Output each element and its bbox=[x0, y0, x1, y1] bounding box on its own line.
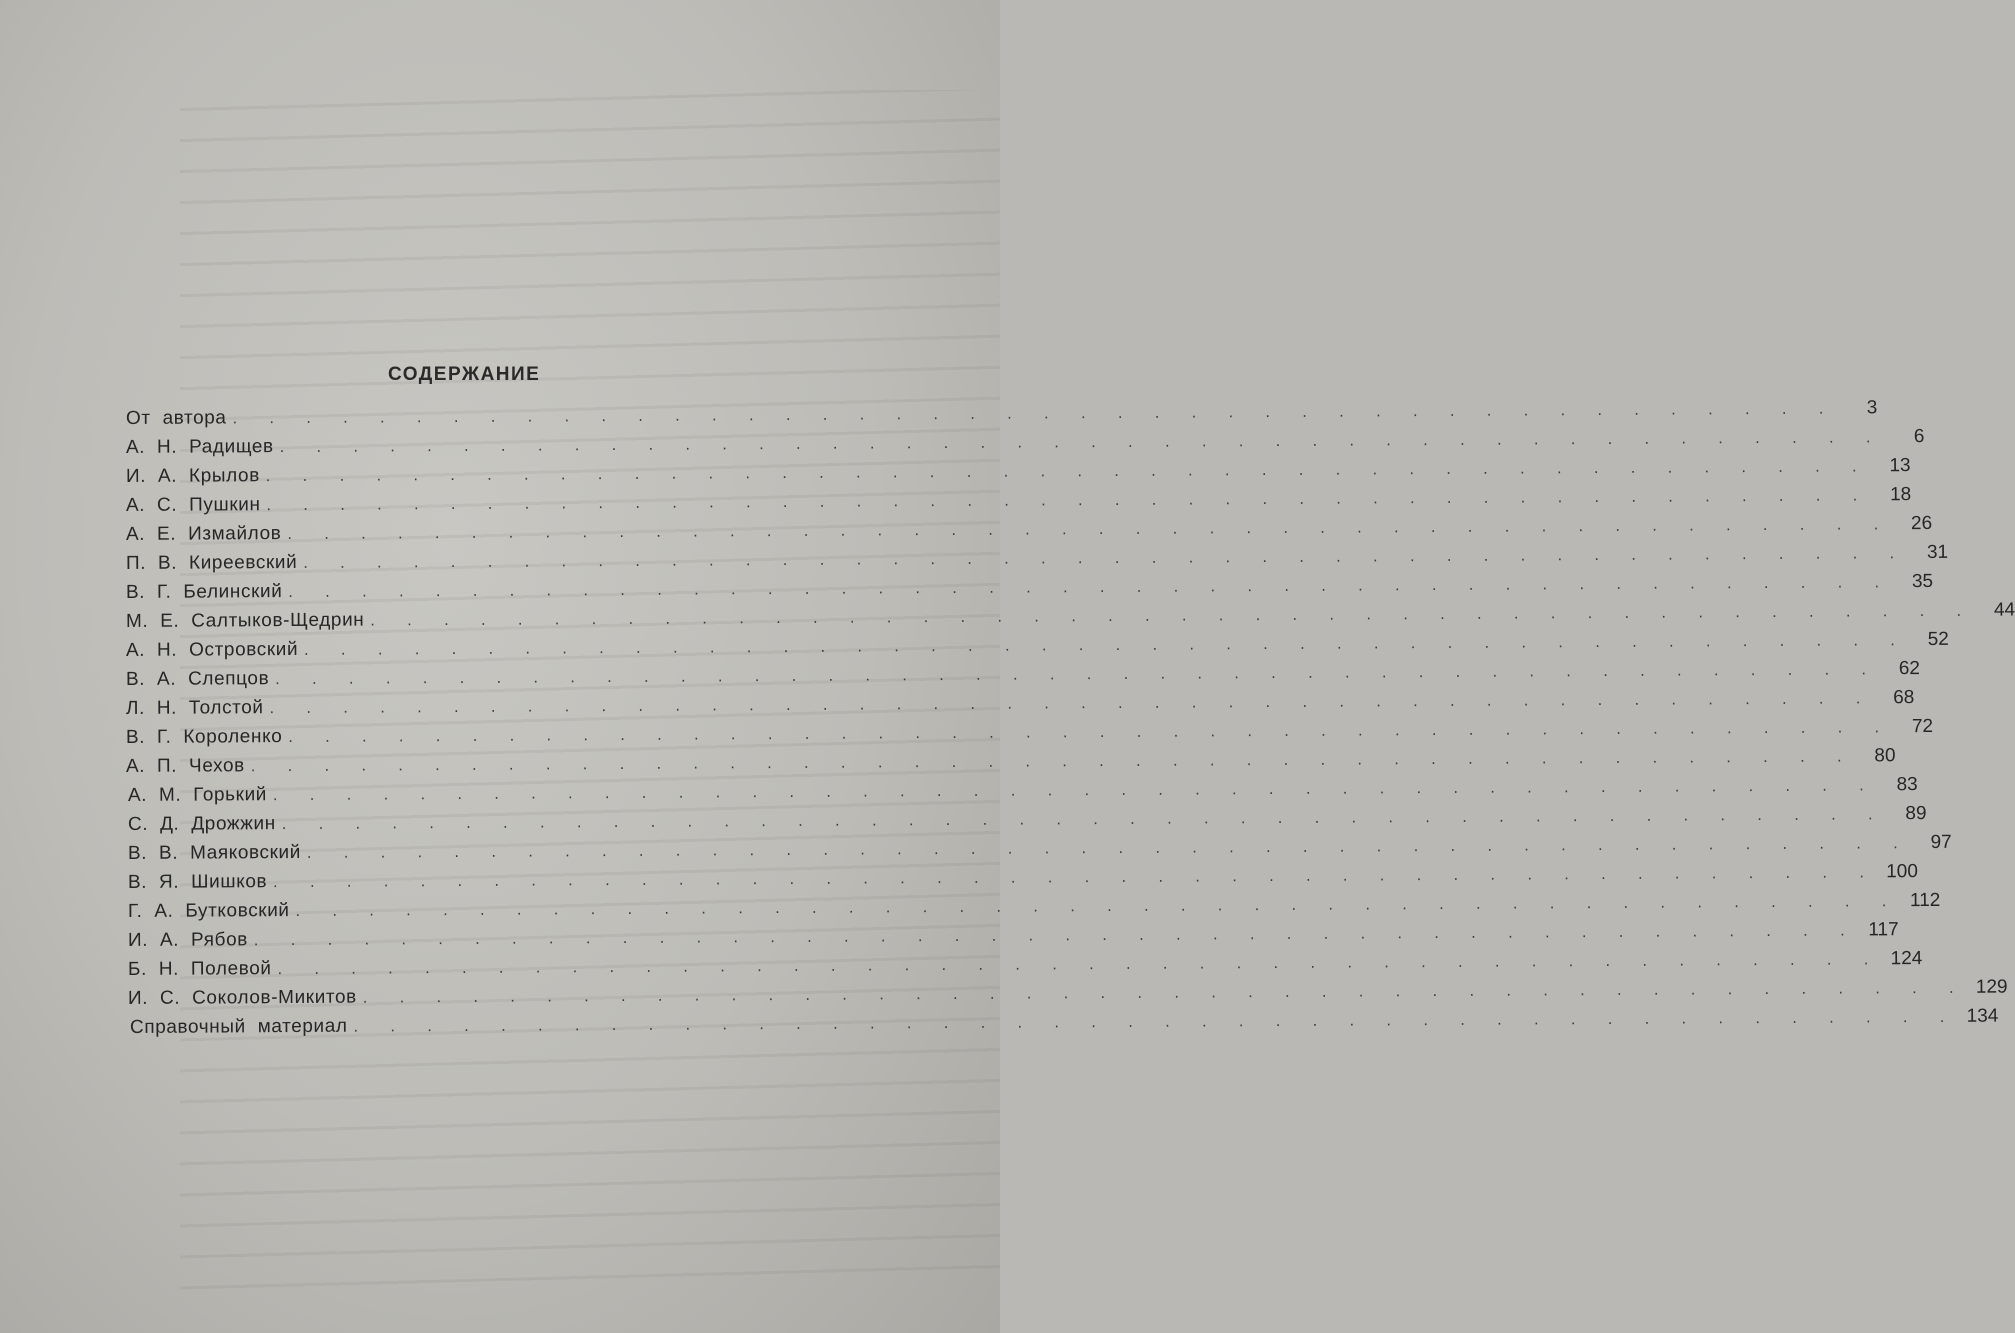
toc-entry bbox=[127, 948, 1923, 987]
dot-leader: . . . . . . . . . . . . . . . . . . . . . . . . . . . . . . . . . . . . . . . . . . . . bbox=[370, 602, 1976, 630]
toc-entry-page: 89 bbox=[1905, 803, 1927, 825]
toc-entry bbox=[127, 889, 1941, 929]
toc-entry-page: 83 bbox=[1896, 774, 1918, 796]
toc-entry bbox=[125, 455, 1911, 494]
dot-leader: . . . . . . . . . . . . . . . . . . . . . . . . . . . . . . . . . . . . . . . . . . . . bbox=[272, 777, 1878, 805]
toc-entry-page: 18 bbox=[1890, 484, 1912, 506]
dot-leader: . . . . . . . . . . . . . . . . . . . . . . . . . . . . . . . . . . . . . . . . . . . . bbox=[279, 429, 1885, 457]
dot-leader: . . . . . . . . . . . . . . . . . . . . . . . . . . . . . . . . . . . . . . . . . . . . bbox=[253, 922, 1859, 950]
toc-entry-name: А. М. Горький bbox=[127, 784, 268, 806]
toc-entry-page: 6 bbox=[1913, 426, 1925, 448]
toc-entry-page: 3 bbox=[1866, 397, 1878, 419]
toc-entry-name: В. А. Слепцов bbox=[125, 668, 270, 690]
dot-leader: . . . . . . . . . . . . . . . . . . . . . . . . . . . . . . . . . . . . . . . . . . . . bbox=[250, 748, 1856, 776]
toc-entry-page: 80 bbox=[1874, 745, 1896, 767]
dot-leader: . . . . . . . . . . . . . . . . . . . . . . . . . . . . . . . . . . . . . . . . . . . . bbox=[269, 690, 1875, 718]
dot-leader: . . . . . . . . . . . . . . . . . . . . . . . . . . . . . . . . . . . . . . . . . . . . bbox=[275, 661, 1881, 689]
toc-entry-page: 134 bbox=[1966, 1005, 1999, 1027]
toc-entry-page: 68 bbox=[1893, 687, 1915, 709]
toc-entry-page: 31 bbox=[1926, 541, 1949, 563]
dot-leader: . . . . . . . . . . . . . . . . . . . . . . . . . . . . . . . . . . . . . . . . . . . . bbox=[306, 835, 1912, 862]
toc-entry bbox=[127, 861, 1918, 900]
toc-entry-name: Л. Н. Толстой bbox=[125, 697, 264, 719]
toc-entry-name: А. Е. Измайлов bbox=[125, 523, 282, 545]
page-title: СОДЕРЖАНИЕ bbox=[388, 364, 541, 385]
dot-leader: . . . . . . . . . . . . . . . . . . . . . . . . . . . . . . . . . . . . . . . . . . . . bbox=[281, 806, 1887, 834]
toc-entry-name: Б. Н. Полевой bbox=[127, 958, 272, 980]
toc-entry-name: В. Г. Белинский bbox=[125, 581, 283, 603]
toc-entry-name: В. Я. Шишков bbox=[127, 871, 268, 893]
toc-entry-page: 97 bbox=[1930, 831, 1952, 853]
toc-entry-name: А. Н. Радищев bbox=[125, 436, 274, 458]
toc-entry-name: Справочный материал bbox=[129, 1015, 348, 1038]
toc-entry-name: От автора bbox=[125, 407, 227, 429]
toc-entry-name: П. В. Киреевский bbox=[125, 551, 298, 574]
toc-entry-page: 44 bbox=[1993, 599, 2015, 621]
dot-leader: . . . . . . . . . . . . . . . . . . . . . . . . . . . . . . . . . . . . . . . . . . . . bbox=[277, 951, 1883, 979]
toc-entry-page: 26 bbox=[1910, 512, 1933, 535]
toc-entry bbox=[125, 397, 1878, 436]
toc-entry bbox=[125, 715, 1934, 755]
toc-entry-name: М. Е. Салтыков-Щедрин bbox=[125, 609, 365, 632]
dot-leader: . . . . . . . . . . . . . . . . . . . . . . . . . . . . . . . . . . . . . . . . . . . . bbox=[362, 979, 1968, 1007]
toc-entry bbox=[127, 774, 1918, 813]
dot-leader: . . . . . . . . . . . . . . . . . . . . . . . . . . . . . . . . . . . . . . . . . . . . bbox=[232, 400, 1838, 428]
toc-entry-name: И. А. Рябов bbox=[127, 929, 248, 951]
toc-entry-page: 35 bbox=[1911, 570, 1934, 593]
toc-entry-name: А. С. Пушкин bbox=[125, 494, 261, 516]
toc-entry-name: Г. А. Бутковский bbox=[127, 900, 290, 922]
toc-entry-page: 100 bbox=[1886, 861, 1918, 883]
toc-entry bbox=[125, 628, 1949, 668]
dot-leader: . . . . . . . . . . . . . . . . . . . . . . . . . . . . . . . . . . . . . . . . . . . . bbox=[353, 1008, 1959, 1036]
toc-entry-page: 124 bbox=[1890, 948, 1923, 970]
toc-entry-page: 52 bbox=[1927, 628, 1949, 650]
toc-entry bbox=[127, 919, 1899, 958]
toc-entry-name: И. С. Соколов-Микитов bbox=[127, 986, 357, 1009]
toc-entry-name: А. Н. Островский bbox=[125, 638, 299, 661]
toc-entry bbox=[129, 1005, 1999, 1045]
dot-leader: . . . . . . . . . . . . . . . . . . . . . . . . . . . . . . . . . . . . . . . . . . . . bbox=[273, 864, 1878, 892]
toc-entry-page: 62 bbox=[1898, 658, 1921, 680]
toc-entry-name: А. П. Чехов bbox=[125, 755, 245, 777]
dot-leader: . . . . . . . . . . . . . . . . . . . . . . . . . . . . . . . . . . . . . . . . . . . . bbox=[287, 516, 1893, 544]
toc-entry-page: 13 bbox=[1889, 455, 1911, 477]
dot-leader: . . . . . . . . . . . . . . . . . . . . . . . . . . . . . . . . . . . . . . . . . . . . bbox=[295, 893, 1901, 920]
toc-entry bbox=[125, 541, 1949, 581]
toc-entry bbox=[125, 426, 1925, 465]
dot-leader: . . . . . . . . . . . . . . . . . . . . . . . . . . . . . . . . . . . . . . . . . . . . bbox=[265, 458, 1871, 486]
toc-entry bbox=[125, 687, 1915, 726]
toc-entry bbox=[125, 658, 1921, 697]
toc-entry-name: В. Г. Короленко bbox=[125, 726, 283, 748]
toc-entry bbox=[127, 831, 1952, 871]
dot-leader: . . . . . . . . . . . . . . . . . . . . . . . . . . . . . . . . . . . . . . . . . . . . bbox=[288, 719, 1894, 747]
toc-entry-name: И. А. Крылов bbox=[125, 465, 260, 487]
toc-entry-name: С. Д. Дрожжин bbox=[127, 813, 276, 835]
toc-entry-page: 129 bbox=[1975, 976, 2008, 998]
dot-leader: . . . . . . . . . . . . . . . . . . . . . . . . . . . . . . . . . . . . . . . . . . . . bbox=[266, 487, 1872, 515]
toc-entry bbox=[125, 484, 1912, 523]
toc-entry-name: В. В. Маяковский bbox=[127, 841, 302, 864]
toc-entry bbox=[125, 570, 1934, 610]
toc-entry-page: 72 bbox=[1911, 715, 1934, 738]
dot-leader: . . . . . . . . . . . . . . . . . . . . . . . . . . . . . . . . . . . . . . . . . . . . bbox=[288, 574, 1894, 602]
dot-leader: . . . . . . . . . . . . . . . . . . . . . . . . . . . . . . . . . . . . . . . . . . . . bbox=[303, 545, 1909, 572]
toc-entry bbox=[125, 745, 1896, 784]
dot-leader: . . . . . . . . . . . . . . . . . . . . . . . . . . . . . . . . . . . . . . . . . . . . bbox=[304, 632, 1909, 659]
toc-entry-page: 112 bbox=[1909, 889, 1941, 912]
toc-entry bbox=[125, 512, 1933, 552]
toc-entry bbox=[127, 803, 1927, 842]
toc-entry-page: 117 bbox=[1868, 919, 1899, 941]
